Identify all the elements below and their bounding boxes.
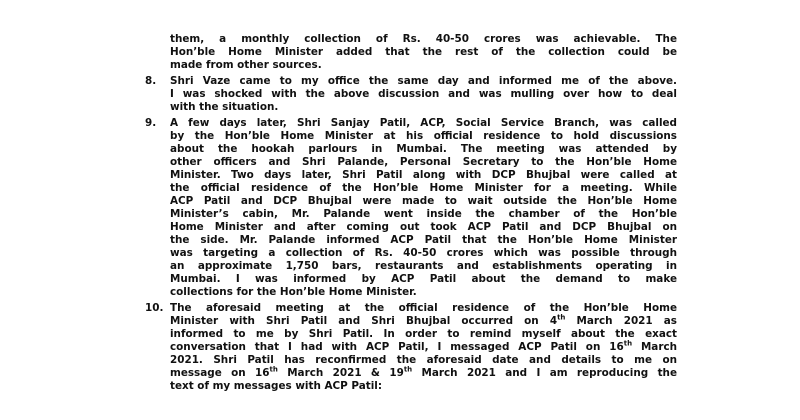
text-line: about the hookah parlours in Mumbai. The meeting was attended by — [170, 143, 677, 155]
text-line: Minister’s cabin, Mr. Palande went inside the chamber of the Hon’ble — [170, 208, 677, 220]
text-line — [170, 315, 677, 328]
text-line: the official residence of the Hon’ble Home Minister for a meeting. While — [170, 182, 677, 194]
text-line: collections for the Hon’ble Home Minister. — [170, 286, 417, 298]
text-line: other officers and Shri Palande, Personal Secretary to the Hon’ble Home — [170, 156, 677, 168]
text-line: by the Hon’ble Home Minister at his official residence to hold discussions — [170, 130, 677, 142]
text-line: Hon’ble Home Minister added that the rest of the collection could be — [170, 46, 677, 58]
paragraph-number: 9. — [145, 117, 157, 129]
text-line: Mumbai. I was informed by ACP Patil about the demand to make — [170, 273, 677, 285]
superscript: th — [269, 365, 278, 374]
text-line: Shri Vaze came to my office the same day and informed me of the above. — [170, 75, 677, 87]
text-line: informed to me by Shri Patil. In order to remind myself about the exact — [170, 328, 677, 340]
text-segment: message on 16 — [170, 367, 270, 379]
superscript: th — [623, 339, 633, 348]
text-line: A few days later, Shri Sanjay Patil, ACP, Social Service Branch, was called — [170, 117, 677, 129]
text-line: Minister. Two days later, Shri Patil along with DCP Bhujbal were called at — [170, 169, 677, 181]
text-segment: conversation that I had with ACP Patil, I messaged ACP Patil on 16 — [170, 341, 624, 353]
text-line: I was shocked with the above discussion and was mulling over how to deal — [170, 88, 677, 100]
text-line: text of my messages with ACP Patil: — [170, 380, 382, 392]
text-line: them, a monthly collection of Rs. 40-50 crores was achievable. The — [170, 33, 677, 45]
text-line: ACP Patil and DCP Bhujbal were made to wait outside the Hon’ble Home — [170, 195, 677, 207]
superscript: th — [403, 365, 413, 374]
text-segment: March 2021 and I am reproducing the — [412, 367, 677, 379]
paragraph-number: 10. — [145, 302, 164, 314]
text-line: Home Minister and after coming out took ACP Patil and DCP Bhujbal on — [170, 221, 677, 233]
text-line: The aforesaid meeting at the official residence of the Hon’ble Home — [170, 302, 677, 314]
text-line: was targeting a collection of Rs. 40-50 crores which was possible through — [170, 247, 677, 259]
text-segment: March — [632, 341, 677, 353]
text-segment: March 2021 as — [565, 315, 677, 327]
text-line: 2021. Shri Patil has reconfirmed the aforesaid date and details to me on — [170, 354, 677, 366]
text-line — [170, 367, 677, 380]
paragraph-number: 8. — [145, 75, 157, 87]
text-line: made from other sources. — [170, 59, 322, 71]
text-line: with the situation. — [170, 101, 279, 113]
text-line — [170, 341, 677, 354]
text-segment: Minister with Shri Patil and Shri Bhujbal occurred on 4 — [170, 315, 558, 327]
text-line: the side. Mr. Palande informed ACP Patil that the Hon’ble Home Minister — [170, 234, 677, 246]
text-segment: March 2021 & 19 — [277, 367, 404, 379]
text-line: an approximate 1,750 bars, restaurants and establishments operating in — [170, 260, 677, 272]
superscript: th — [557, 313, 566, 322]
